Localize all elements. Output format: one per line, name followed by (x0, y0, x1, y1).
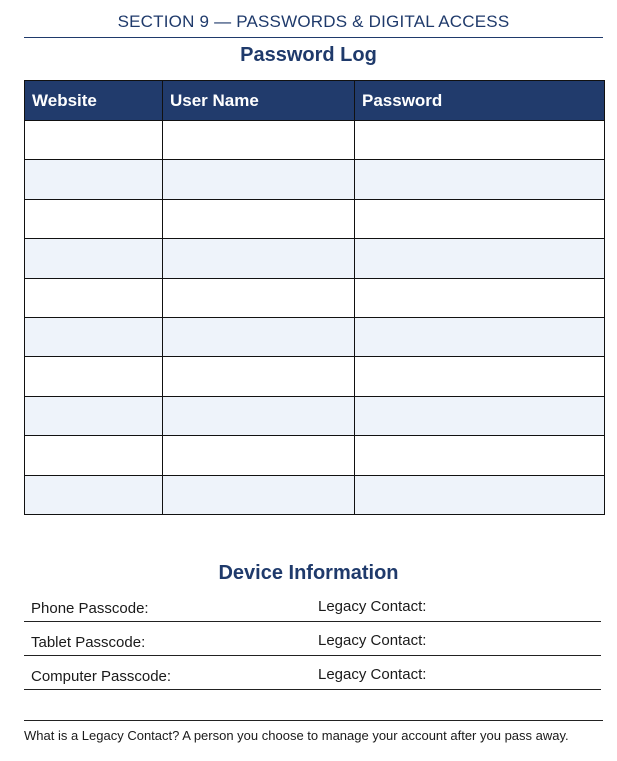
user-name-cell[interactable] (163, 121, 355, 160)
website-cell[interactable] (25, 357, 163, 396)
password-log-table (24, 80, 605, 515)
table-row (25, 396, 605, 435)
table-row (25, 121, 605, 160)
column-header-user-name: User Name (163, 81, 355, 121)
device-row-computer[interactable] (24, 656, 601, 690)
website-cell[interactable] (25, 475, 163, 514)
tablet-legacy-contact-label: Legacy Contact: (318, 632, 427, 649)
table-row (25, 475, 605, 514)
table-row (25, 317, 605, 356)
page-title: Password Log (240, 44, 377, 66)
user-name-cell[interactable] (163, 357, 355, 396)
password-cell[interactable] (355, 475, 605, 514)
password-cell[interactable] (355, 239, 605, 278)
password-cell[interactable] (355, 121, 605, 160)
computer-passcode-label: Computer Passcode: (31, 668, 172, 685)
password-cell[interactable] (355, 317, 605, 356)
website-cell[interactable] (25, 199, 163, 238)
password-cell[interactable] (355, 199, 605, 238)
table-row (25, 160, 605, 199)
device-row-tablet[interactable] (24, 622, 601, 656)
computer-legacy-contact-label: Legacy Contact: (318, 666, 427, 683)
table-row (25, 278, 605, 317)
user-name-cell[interactable] (163, 278, 355, 317)
table-header-row (25, 81, 605, 121)
website-cell[interactable] (25, 396, 163, 435)
password-cell[interactable] (355, 396, 605, 435)
website-cell[interactable] (25, 436, 163, 475)
legacy-contact-note: What is a Legacy Contact? A person you choose to manage your account after you pass away. (24, 720, 603, 743)
user-name-cell[interactable] (163, 475, 355, 514)
password-cell[interactable] (355, 357, 605, 396)
website-cell[interactable] (25, 317, 163, 356)
table-row (25, 357, 605, 396)
password-cell[interactable] (355, 436, 605, 475)
table-row (25, 199, 605, 238)
device-information-title: Device Information (218, 562, 399, 584)
table-row (25, 436, 605, 475)
user-name-cell[interactable] (163, 160, 355, 199)
website-cell[interactable] (25, 239, 163, 278)
password-cell[interactable] (355, 160, 605, 199)
user-name-cell[interactable] (163, 436, 355, 475)
phone-passcode-label: Phone Passcode: (31, 600, 149, 617)
website-cell[interactable] (25, 278, 163, 317)
table-row (25, 239, 605, 278)
column-header-website: Website (25, 81, 163, 121)
user-name-cell[interactable] (163, 317, 355, 356)
user-name-cell[interactable] (163, 396, 355, 435)
website-cell[interactable] (25, 160, 163, 199)
tablet-passcode-label: Tablet Passcode: (31, 634, 146, 651)
user-name-cell[interactable] (163, 239, 355, 278)
password-cell[interactable] (355, 278, 605, 317)
device-row-phone[interactable] (24, 588, 601, 622)
section-header: SECTION 9 — PASSWORDS & DIGITAL ACCESS (24, 12, 603, 38)
phone-legacy-contact-label: Legacy Contact: (318, 598, 427, 615)
user-name-cell[interactable] (163, 199, 355, 238)
column-header-password: Password (355, 81, 605, 121)
website-cell[interactable] (25, 121, 163, 160)
